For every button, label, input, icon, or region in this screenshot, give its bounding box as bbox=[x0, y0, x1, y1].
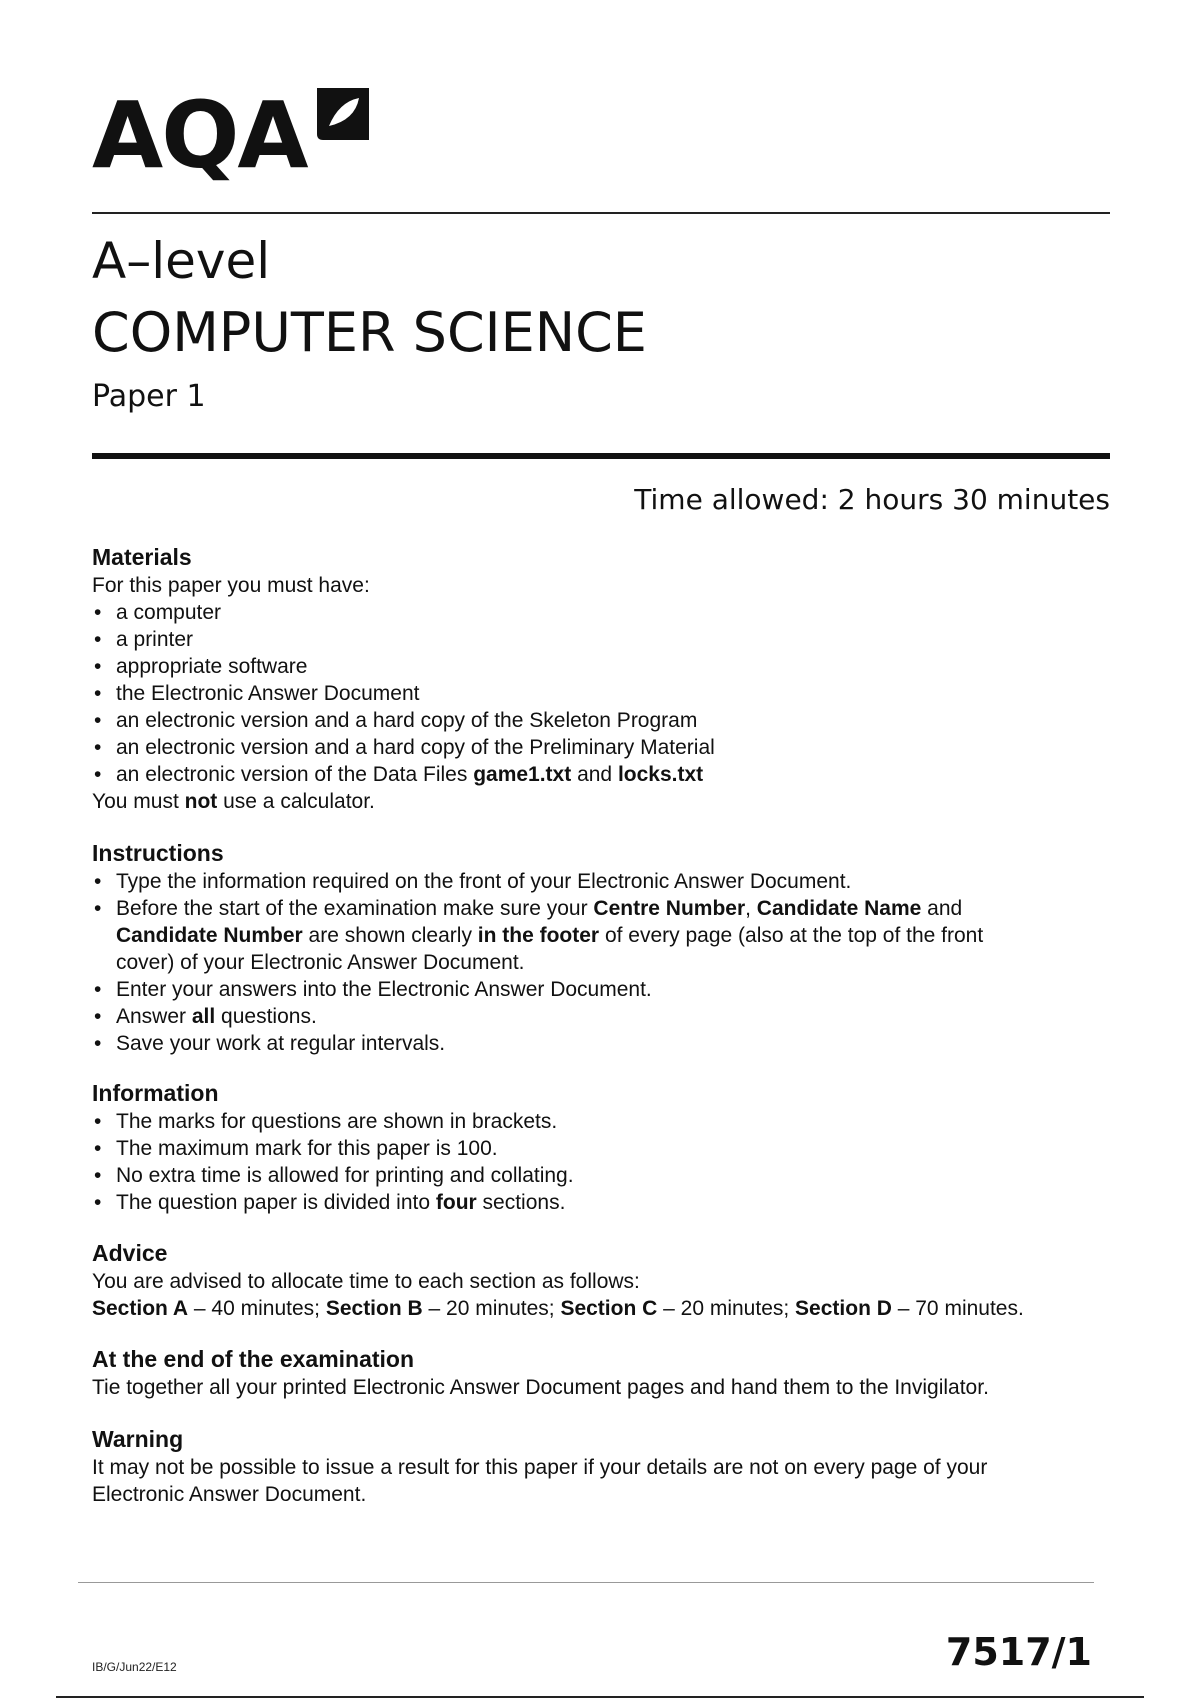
calculator-note bbox=[92, 788, 1110, 815]
instructions-heading: Instructions bbox=[92, 840, 224, 866]
list-item: • No extra time is allowed for printing and collating. bbox=[92, 1162, 1110, 1189]
list-item: • a computer bbox=[92, 599, 1110, 626]
four-bold: four bbox=[435, 1191, 477, 1214]
section-b: Section B bbox=[325, 1297, 423, 1320]
list-item: • an electronic version and a hard copy of the Skeleton Program bbox=[92, 707, 1110, 734]
materials-section bbox=[92, 542, 1110, 815]
list-item bbox=[92, 1003, 1110, 1030]
aqa-leaf-icon bbox=[315, 86, 371, 142]
instructions-section bbox=[92, 838, 1110, 1057]
qualification-level: A–level bbox=[92, 232, 271, 290]
section-time: – 40 minutes; bbox=[188, 1297, 326, 1320]
footer-divider bbox=[78, 1582, 1094, 1583]
document-reference: IB/G/Jun22/E12 bbox=[92, 1660, 177, 1674]
warning-section bbox=[92, 1424, 1110, 1508]
instr-text: , bbox=[745, 897, 757, 920]
advice-section bbox=[92, 1238, 1110, 1322]
advice-intro: You are advised to allocate time to each section as follows: bbox=[92, 1270, 640, 1293]
and-text: and bbox=[571, 763, 618, 786]
list-item: • Enter your answers into the Electronic Answer Document. bbox=[92, 976, 1110, 1003]
info-text: sections. bbox=[476, 1191, 566, 1214]
paper-code: 7517/1 bbox=[945, 1630, 1092, 1674]
subject-title: COMPUTER SCIENCE bbox=[92, 301, 647, 364]
section-d: Section D bbox=[795, 1297, 892, 1320]
instr-text: and bbox=[921, 897, 963, 920]
instr-text: are shown clearly bbox=[302, 924, 478, 947]
list-item bbox=[92, 761, 1110, 788]
advice-heading: Advice bbox=[92, 1240, 168, 1266]
info-text: The question paper is divided into bbox=[116, 1191, 436, 1214]
centre-number: Centre Number bbox=[593, 897, 746, 920]
aqa-logo bbox=[92, 82, 371, 189]
list-item bbox=[92, 895, 1110, 976]
calculator-not: not bbox=[184, 790, 218, 813]
candidate-number: Candidate Number bbox=[116, 924, 303, 947]
file-game1: game1.txt bbox=[473, 763, 572, 786]
materials-list bbox=[92, 599, 1110, 788]
end-of-exam-section bbox=[92, 1344, 1110, 1401]
section-c: Section C bbox=[560, 1297, 658, 1320]
calculator-post: use a calculator. bbox=[217, 790, 375, 813]
list-item: • The marks for questions are shown in brackets. bbox=[92, 1108, 1110, 1135]
end-of-exam-heading: At the end of the examination bbox=[92, 1346, 415, 1372]
information-section bbox=[92, 1078, 1110, 1216]
instr-text: questions. bbox=[215, 1005, 317, 1028]
instr-text: Before the start of the examination make sure your bbox=[116, 897, 594, 920]
time-allowed: Time allowed: 2 hours 30 minutes bbox=[634, 483, 1110, 516]
section-a: Section A bbox=[92, 1297, 189, 1320]
instr-text: of every page (also at the top of the front cover) of your Electronic Answer Document. bbox=[116, 924, 984, 974]
bottom-divider bbox=[56, 1696, 1144, 1698]
logo-text: AQA bbox=[92, 82, 307, 189]
advice-timings bbox=[92, 1295, 1110, 1322]
section-time: – 20 minutes; bbox=[657, 1297, 796, 1320]
list-item: • appropriate software bbox=[92, 653, 1110, 680]
data-files-text: an electronic version of the Data Files bbox=[116, 763, 474, 786]
list-item: • The maximum mark for this paper is 100. bbox=[92, 1135, 1110, 1162]
list-item: • a printer bbox=[92, 626, 1110, 653]
file-locks: locks.txt bbox=[617, 763, 704, 786]
list-item bbox=[92, 1189, 1110, 1216]
calculator-pre: You must bbox=[92, 790, 185, 813]
paper-number: Paper 1 bbox=[92, 379, 206, 414]
header-divider bbox=[92, 212, 1110, 214]
section-time: – 70 minutes. bbox=[891, 1297, 1024, 1320]
all-bold: all bbox=[191, 1005, 216, 1028]
list-item: • Type the information required on the front of your Electronic Answer Document. bbox=[92, 868, 1110, 895]
candidate-name: Candidate Name bbox=[756, 897, 922, 920]
information-list bbox=[92, 1108, 1110, 1216]
list-item: • an electronic version and a hard copy of the Preliminary Material bbox=[92, 734, 1110, 761]
instr-text: Answer bbox=[116, 1005, 192, 1028]
end-of-exam-text: Tie together all your printed Electronic Answer Document pages and hand them to the Invigilator. bbox=[92, 1376, 989, 1399]
materials-intro: For this paper you must have: bbox=[92, 574, 370, 597]
section-time: – 20 minutes; bbox=[422, 1297, 561, 1320]
in-the-footer: in the footer bbox=[477, 924, 600, 947]
list-item: • the Electronic Answer Document bbox=[92, 680, 1110, 707]
list-item: • Save your work at regular intervals. bbox=[92, 1030, 1110, 1057]
title-divider bbox=[92, 453, 1110, 459]
information-heading: Information bbox=[92, 1080, 219, 1106]
warning-text: It may not be possible to issue a result for this paper if your details are not on every page of your Electronic Answer Document. bbox=[92, 1456, 988, 1506]
materials-heading: Materials bbox=[92, 544, 192, 570]
warning-heading: Warning bbox=[92, 1426, 184, 1452]
instructions-list bbox=[92, 868, 1110, 1057]
